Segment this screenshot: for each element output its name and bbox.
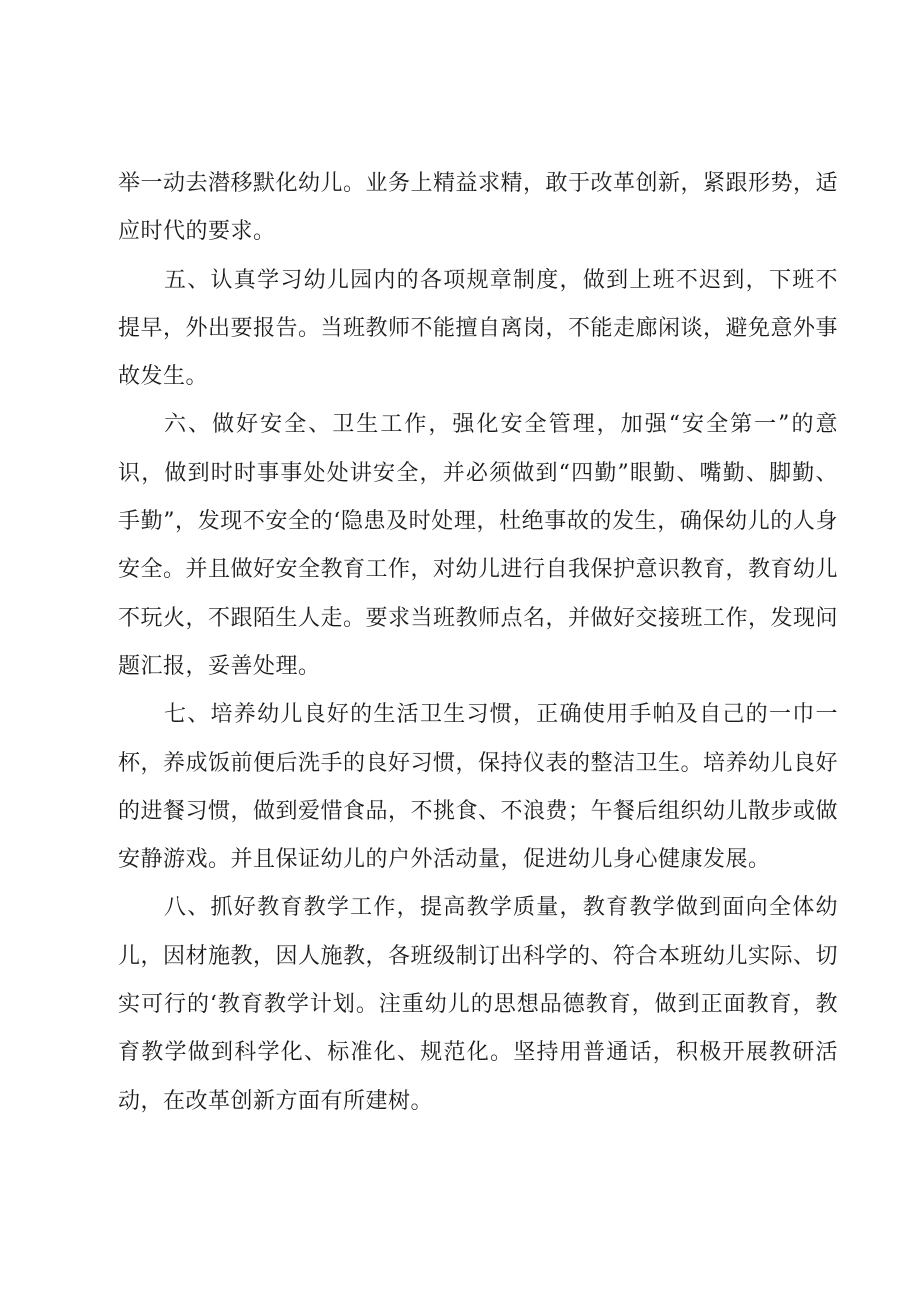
paragraph-continued: 举一动去潜移默化幼儿。业务上精益求精，敢于改革创新，紧跟形势，适应时代的要求。 [118, 171, 839, 245]
paragraph-item-eight: 八、抓好教育教学工作，提高教学质量，教育教学做到面向全体幼儿，因材施教，因人施教，各班级制订出科学的、符合本班幼儿实际、切实可行的‘教育教学计划。注重幼儿的思想品德教育，做到正面教育，教育教学做到科学化、标准化、规范化。坚持用普通话，积极开展教研活动，在改革创新方面有所建树。 [118, 895, 839, 1114]
paragraph-item-six: 六、做好安全、卫生工作，强化安全管理，加强“安全第一”的意识，做到时时事事处处讲安全，并必须做到“四勤”眼勤、嘴勤、脚勤、手勤”，发现不安全的‘隐患及时处理，杜绝事故的发生，确保幼儿的人身安全。并且做好安全教育工作，对幼儿进行自我保护意识教育，教育幼儿不玩火，不跟陌生人走。要求当班教师点名，并做好交接班工作，发现问题汇报，妥善处理。 [118, 412, 839, 679]
paragraph-item-seven: 七、培养幼儿良好的生活卫生习惯，正确使用手帕及自己的一巾一杯，养成饭前便后洗手的良好习惯，保持仪表的整洁卫生。培养幼儿良好的进餐习惯，做到爱惜食品，不挑食、不浪费；午餐后组织幼儿散步或做安静游戏。并且保证幼儿的户外活动量，促进幼儿身心健康发展。 [118, 702, 839, 873]
paragraph-item-five: 五、认真学习幼儿园内的各项规章制度，做到上班不迟到，下班不提早，外出要报告。当班教师不能擅自离岗，不能走廊闲谈，避免意外事故发生。 [118, 267, 839, 390]
document-body [118, 160, 838, 1126]
